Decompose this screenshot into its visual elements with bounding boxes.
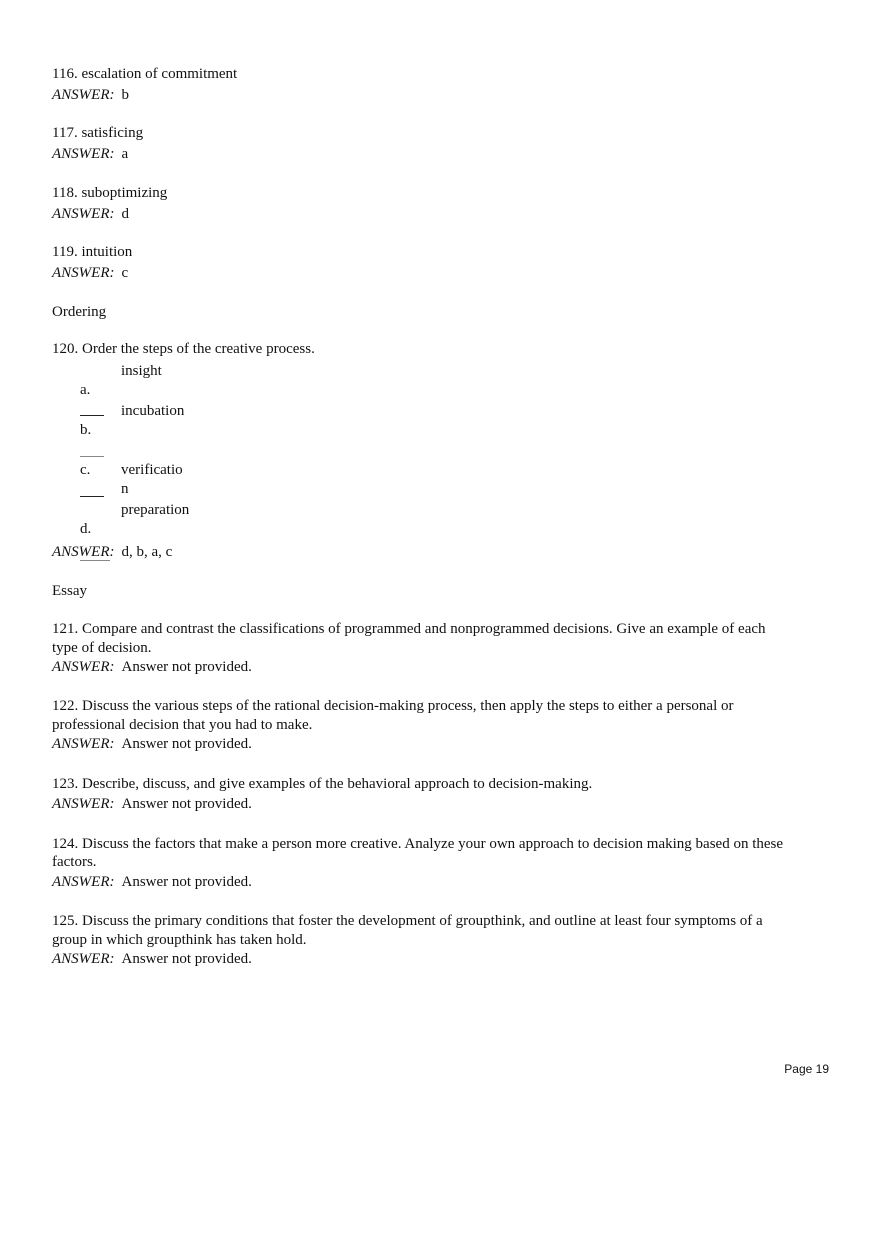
answer-value: Answer not provided. [121,796,252,812]
question-120: 120. Order the steps of the creative process. [52,341,315,357]
answer-label: ANSWER: [52,206,115,222]
answer-123 [52,795,252,814]
answer-value: c [121,265,129,281]
section-heading-ordering: Ordering [52,304,107,320]
answer-label: ANSWER: [52,87,115,103]
answer-label: ANSWER: [52,951,115,967]
answer-blank [80,456,104,457]
question-118: 118. suboptimizing [52,185,168,201]
answer-value: a [121,146,129,162]
ordering-option-letter: a. [80,382,91,398]
question-122-line2: professional decision that you had to make. [52,717,313,733]
answer-value: Answer not provided. [121,659,252,675]
answer-label: ANSWER: [52,659,115,675]
answer-value: Answer not provided. [121,736,252,752]
question-122-line1: 122. Discuss the various steps of the rational decision-making process, then apply the steps to either a personal or [52,698,734,714]
answer-value: d [121,206,129,222]
question-121-line2: type of decision. [52,640,152,656]
ordering-option-letter: d. [80,521,92,537]
ordering-option-letter: b. [80,422,92,438]
question-124-line1: 124. Discuss the factors that make a person more creative. Analyze your own approach to decision making based on these [52,836,784,852]
answer-116 [52,86,129,105]
question-119: 119. intuition [52,244,133,260]
answer-118 [52,205,129,224]
answer-121 [52,658,252,677]
question-121-line1: 121. Compare and contrast the classifications of programmed and nonprogrammed decisions. Give an example of each [52,621,766,637]
answer-blank [80,415,104,416]
answer-124 [52,873,252,892]
ordering-option-text-cont: n [121,481,129,497]
answer-125 [52,950,252,969]
question-116: 116. escalation of commitment [52,66,238,82]
answer-label: ANSWER: [52,736,115,752]
question-124-line2: factors. [52,854,97,870]
question-117: 117. satisficing [52,125,144,141]
answer-120 [52,543,172,562]
answer-value: d, b, a, c [121,544,173,560]
answer-label: ANSWER: [52,146,115,162]
answer-122 [52,735,252,754]
ordering-option-text: verificatio [121,462,183,478]
answer-label: ANSWER: [52,796,115,812]
answer-117 [52,145,128,164]
ordering-option-letter: c. [80,462,91,478]
answer-value: Answer not provided. [121,874,252,890]
question-125-line1: 125. Discuss the primary conditions that foster the development of groupthink, and outline at least four symptoms of a [52,913,763,929]
answer-value: b [121,87,129,103]
ordering-option-text: incubation [121,403,185,419]
answer-blank [80,560,110,561]
answer-blank [80,496,104,497]
answer-119 [52,264,128,283]
answer-label: ANSWER: [52,874,115,890]
section-heading-essay: Essay [52,583,87,599]
answer-label: ANSWER: [52,265,115,281]
answer-value: Answer not provided. [121,951,252,967]
question-125-line2: group in which groupthink has taken hold. [52,932,307,948]
ordering-option-text: insight [121,363,162,379]
page-number: Page 19 [784,1062,829,1076]
ordering-option-text: preparation [121,502,190,518]
question-123-line1: 123. Describe, discuss, and give examples of the behavioral approach to decision-making. [52,776,593,792]
answer-label: ANSWER: [52,544,115,560]
